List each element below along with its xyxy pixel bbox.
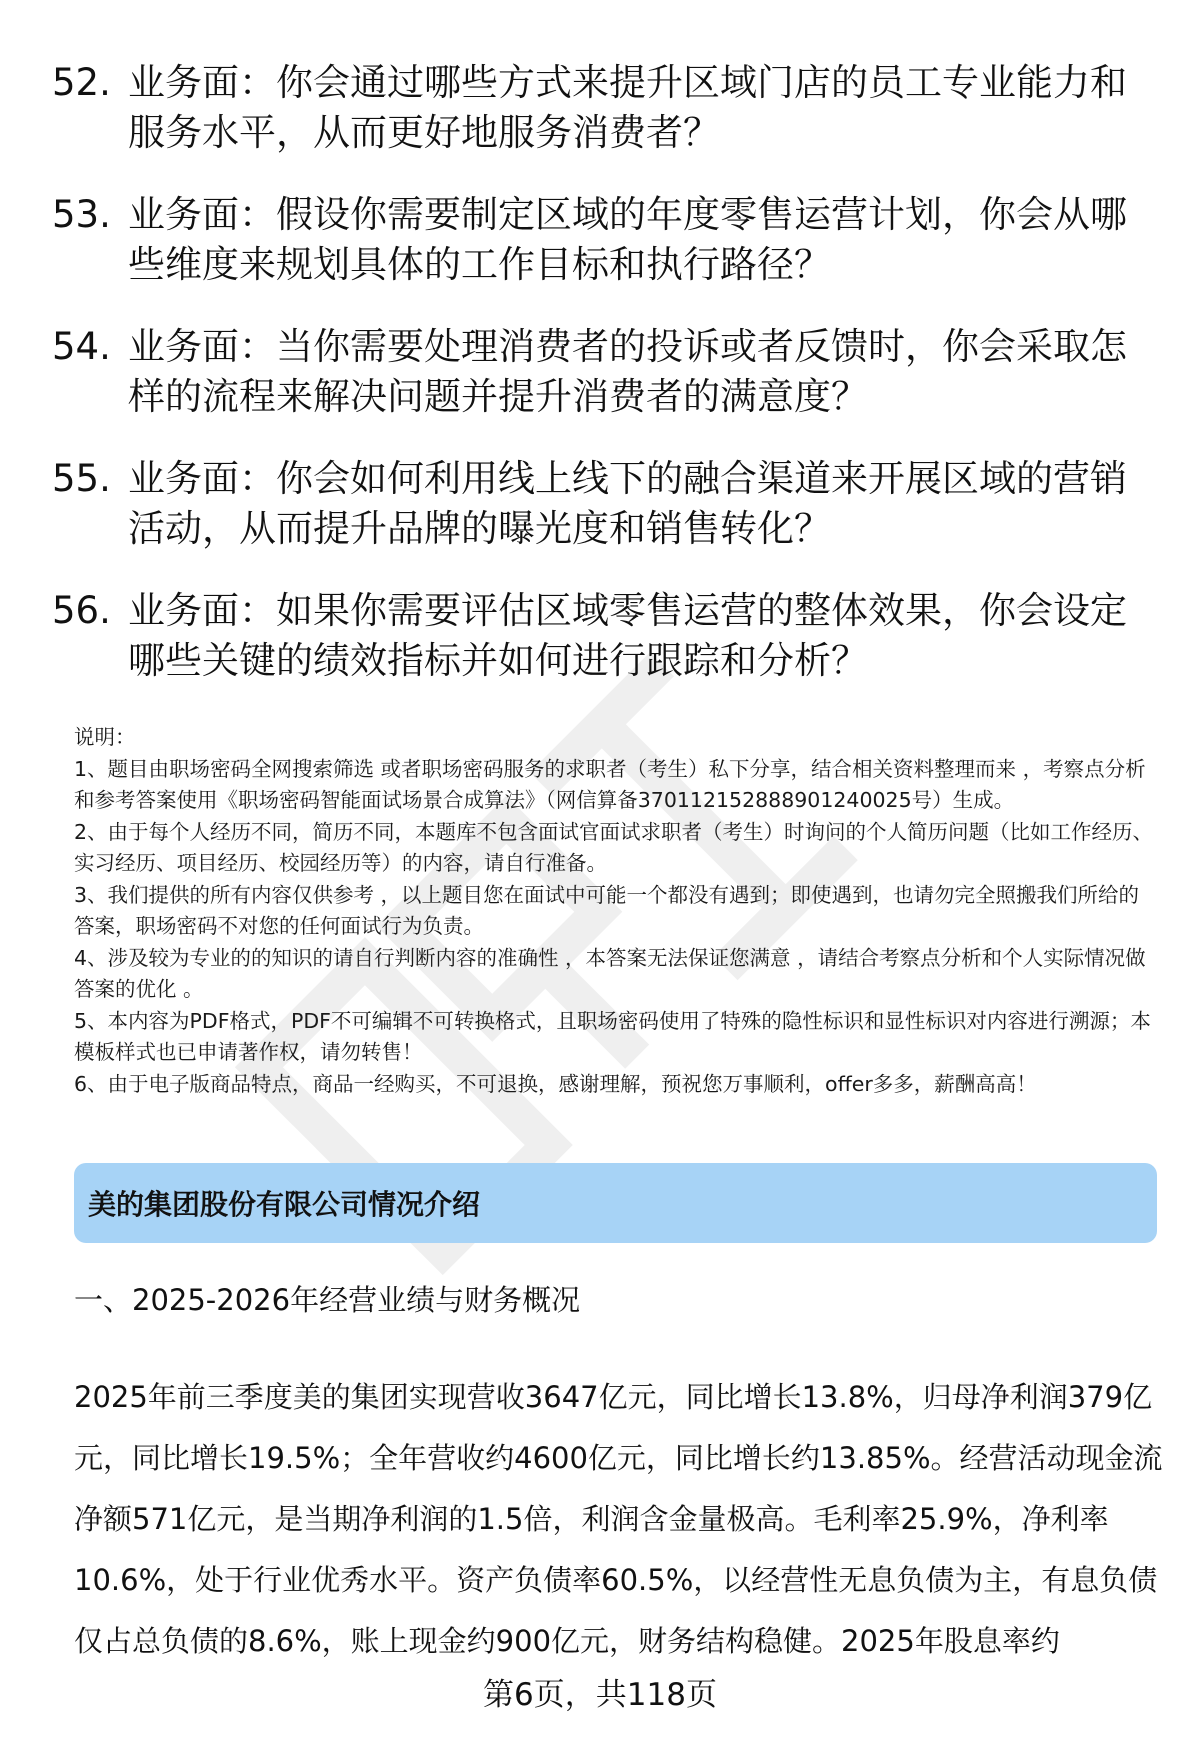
- section-subheading: 一、2025-2026年经营业绩与财务概况: [74, 1283, 581, 1317]
- question-text: 业务面：假设你需要制定区域的年度零售运营计划，你会从哪些维度来规划具体的工作目标和执行路径？: [128, 193, 1127, 286]
- note-item: 6、由于电子版商品特点，商品一经购买，不可退换，感谢理解，预祝您万事顺利，offer多多，薪酬高高！: [74, 1071, 1037, 1096]
- note-item: 5、本内容为PDF格式，PDF不可编辑不可转换格式，且职场密码使用了特殊的隐性标识和显性标识对内容进行溯源；本模板样式也已申请著作权，请勿转售！: [74, 1008, 1151, 1064]
- section-title-banner: [74, 1163, 1157, 1243]
- section-body-paragraph: 2025年前三季度美的集团实现营收3647亿元，同比增长13.8%，归母净利润379亿元，同比增长19.5%；全年营收约4600亿元，同比增长约13.85%。经营活动现金流净额571亿元，是当期净利润的1.5倍，利润含金量极高。毛利率25.9%，净利率10.6%，处于行业优秀水平。资产负债率60.5%，以经营性无息负债为主，有息负债仅占总负债的8.6%，账上现金约900亿元，财务结构稳健。2025年股息率约: [74, 1380, 1163, 1658]
- note-item: 3、我们提供的所有内容仅供参考 ，以上题目您在面试中可能一个都没有遇到；即使遇到，也请勿完全照搬我们所给的答案，职场密码不对您的任何面试行为负责。: [74, 882, 1140, 938]
- question-number: 56.: [52, 589, 111, 632]
- question-number: 54.: [52, 325, 111, 368]
- question-number: 53.: [52, 193, 111, 236]
- note-item: 2、由于每个人经历不同，简历不同，本题库不包含面试官面试求职者（考生）时询问的个人简历问题（比如工作经历、实习经历、项目经历、校园经历等）的内容，请自行准备。: [74, 819, 1154, 875]
- question-text: 业务面：如果你需要评估区域零售运营的整体效果，你会设定哪些关键的绩效指标并如何进行跟踪和分析？: [128, 589, 1127, 682]
- question-item: [52, 190, 1152, 290]
- question-number: 52.: [52, 61, 111, 104]
- question-item: [52, 586, 1152, 686]
- question-item: [52, 322, 1152, 422]
- question-text: 业务面：当你需要处理消费者的投诉或者反馈时，你会采取怎样的流程来解决问题并提升消费者的满意度？: [128, 325, 1127, 418]
- question-text: 业务面：你会如何利用线上线下的融合渠道来开展区域的营销活动，从而提升品牌的曝光度和销售转化？: [128, 457, 1127, 550]
- question-item: [52, 454, 1152, 554]
- notes-heading: 说明：: [74, 725, 136, 749]
- note-item: 4、涉及较为专业的的知识的请自行判断内容的准确性 ，本答案无法保证您满意 ，请结合考察点分析和个人实际情况做答案的优化 。: [74, 945, 1146, 1001]
- disclaimer-notes: [74, 722, 1159, 1100]
- question-text: 业务面：你会通过哪些方式来提升区域门店的员工专业能力和服务水平，从而更好地服务消费者？: [128, 61, 1127, 154]
- question-number: 55.: [52, 457, 111, 500]
- section-title: 美的集团股份有限公司情况介绍: [88, 1188, 481, 1221]
- page-number-footer: 第6页，共118页: [483, 1677, 717, 1713]
- question-list: [52, 58, 1152, 718]
- question-item: [52, 58, 1152, 158]
- note-item: 1、题目由职场密码全网搜索筛选 或者职场密码服务的求职者（考生）私下分享，结合相关资料整理而来 ，考察点分析和参考答案使用《职场密码智能面试场景合成算法》（网信算备370112152888901240025号）生成。: [74, 756, 1146, 812]
